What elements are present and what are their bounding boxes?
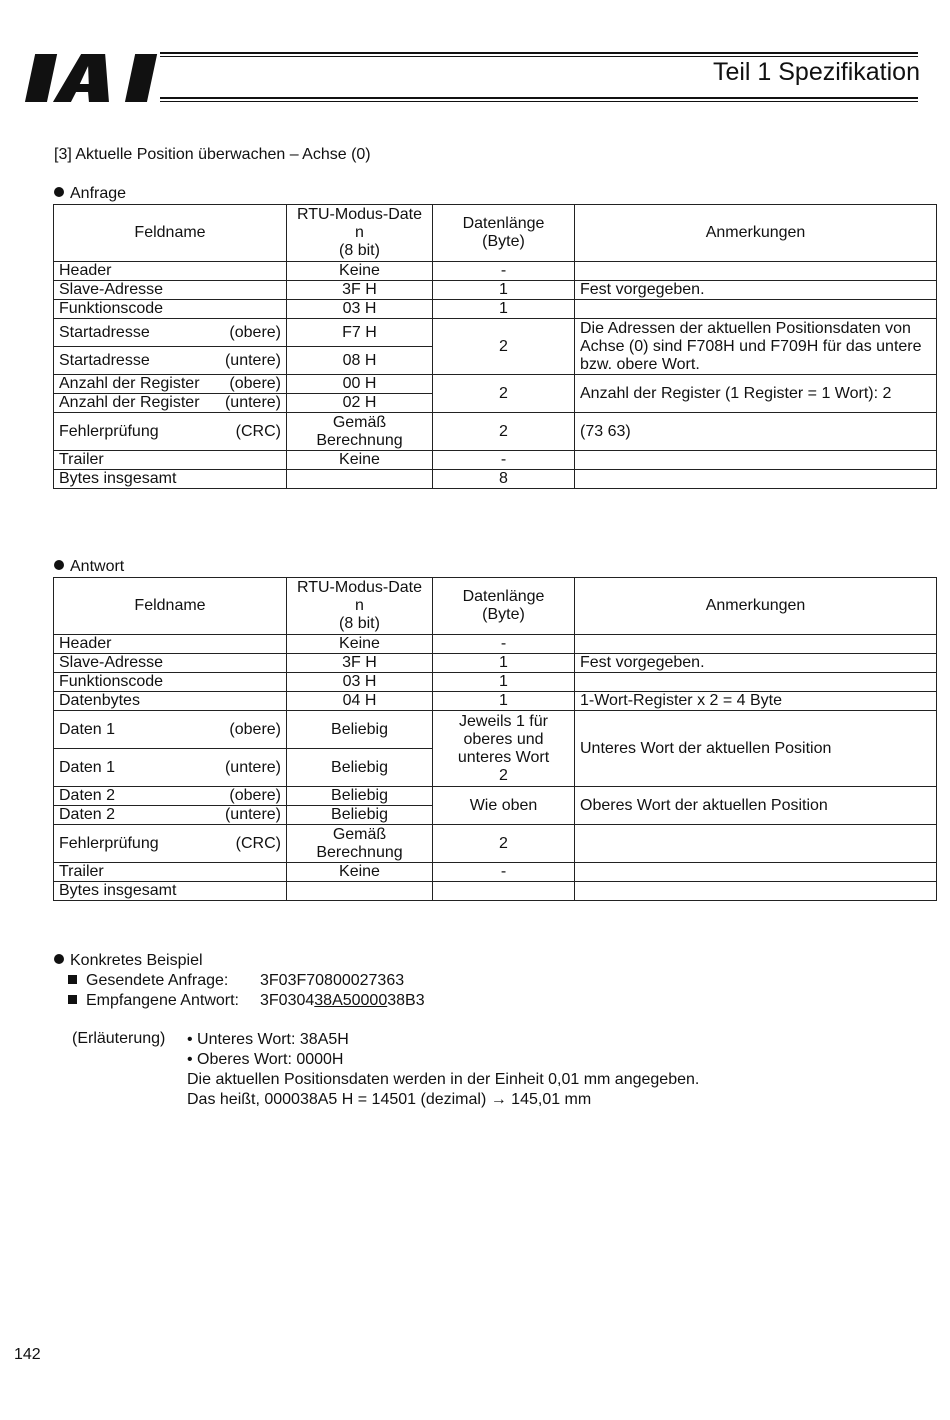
request-heading <box>54 185 126 203</box>
table-row: Fehlerprüfung (CRC) Gemäß Berechnung 2 <box>54 825 937 863</box>
table-row: Daten 1 (obere) Beliebig Jeweils 1 für oberes und unteres Wort 2 Unteres Wort der aktuellen Position <box>54 711 937 749</box>
table-row: Startadresse (obere) F7 H 2 Die Adressen der aktuellen Positionsdaten von Achse (0) sind F708H und F709H für das untere bzw. obere Wort. <box>54 319 937 347</box>
section-title: [3] Aktuelle Position überwachen – Achse (0) <box>54 146 371 163</box>
col-rtu-header: RTU-Modus-Date n (8 bit) <box>287 205 433 262</box>
col-field-header: Feldname <box>54 578 287 635</box>
table-row: Startadresse (untere) 08 H <box>54 347 937 375</box>
header-rule-bottom2 <box>160 101 918 102</box>
col-field-header: Feldname <box>54 205 287 262</box>
bullet-icon <box>54 954 64 964</box>
request-title: Anfrage <box>70 185 127 202</box>
square-bullet-icon <box>68 975 77 984</box>
table-header-row <box>54 205 937 262</box>
table-row: Anzahl der Register (obere) 00 H 2 Anzahl der Register (1 Register = 1 Wort): 2 <box>54 375 937 394</box>
col-len-header: Datenlänge (Byte) <box>433 205 575 262</box>
table-row: Slave-Adresse 3F H 1 Fest vorgegeben. <box>54 654 937 673</box>
table-row: Header Keine - <box>54 262 937 281</box>
table-row: Bytes insgesamt <box>54 882 937 901</box>
header-rule-mid <box>160 56 918 57</box>
col-notes-header: Anmerkungen <box>575 578 937 635</box>
table-row: Anzahl der Register (untere) 02 H <box>54 394 937 413</box>
bullet-icon <box>54 560 64 570</box>
col-notes-header: Anmerkungen <box>575 205 937 262</box>
col-len-header: Datenlänge (Byte) <box>433 578 575 635</box>
table-row: Trailer Keine - <box>54 451 937 470</box>
table-row: Fehlerprüfung (CRC) Gemäß Berechnung 2 (73 63) <box>54 413 937 451</box>
page-number: 142 <box>14 1346 41 1363</box>
col-rtu-header: RTU-Modus-Date n (8 bit) <box>287 578 433 635</box>
table-row: Datenbytes 04 H 1 1-Wort-Register x 2 = 4 Byte <box>54 692 937 711</box>
header-rule-top <box>160 52 918 54</box>
response-heading <box>54 558 124 576</box>
table-header-row <box>54 578 937 635</box>
response-title: Antwort <box>70 558 125 575</box>
table-row: Bytes insgesamt 8 <box>54 470 937 489</box>
table-row: Daten 2 (obere) Beliebig Wie oben Oberes Wort der aktuellen Position <box>54 787 937 806</box>
table-row: Daten 2 (untere) Beliebig <box>54 806 937 825</box>
request-table <box>53 204 937 489</box>
header-rule-bottom <box>160 97 918 99</box>
bullet-icon: • <box>187 1031 198 1048</box>
table-row: Trailer Keine - <box>54 863 937 882</box>
explanation-label: (Erläuterung) <box>72 1030 166 1047</box>
sent-request-line: Gesendete Anfrage: 3F03F70800027363 <box>54 971 425 991</box>
logo-text: IAI <box>24 50 26 51</box>
bullet-icon <box>54 187 64 197</box>
response-table <box>53 577 937 901</box>
table-row: Header Keine - <box>54 635 937 654</box>
example-section <box>54 951 425 1011</box>
received-response-line: Empfangene Antwort: 3F030438A5000038B3 <box>54 991 425 1011</box>
explanation-text: • Unteres Wort: 38A5H • Oberes Wort: 0000H Die aktuellen Positionsdaten werden in der Einheit 0,01 mm angegeben. Das heißt, 000038A5 H = 14501 (dezimal) → 145,01 mm <box>187 1031 700 1108</box>
table-row: Daten 1 (untere) Beliebig <box>54 749 937 787</box>
table-row: Slave-Adresse 3F H 1 Fest vorgegeben. <box>54 281 937 300</box>
iai-logo <box>24 50 164 106</box>
table-row: Funktionscode 03 H 1 <box>54 673 937 692</box>
square-bullet-icon <box>68 995 77 1004</box>
table-row: Funktionscode 03 H 1 <box>54 300 937 319</box>
example-heading: Konkretes Beispiel <box>54 951 425 971</box>
bullet-icon: • <box>187 1051 198 1068</box>
page-title: Teil 1 Spezifikation <box>712 58 920 86</box>
